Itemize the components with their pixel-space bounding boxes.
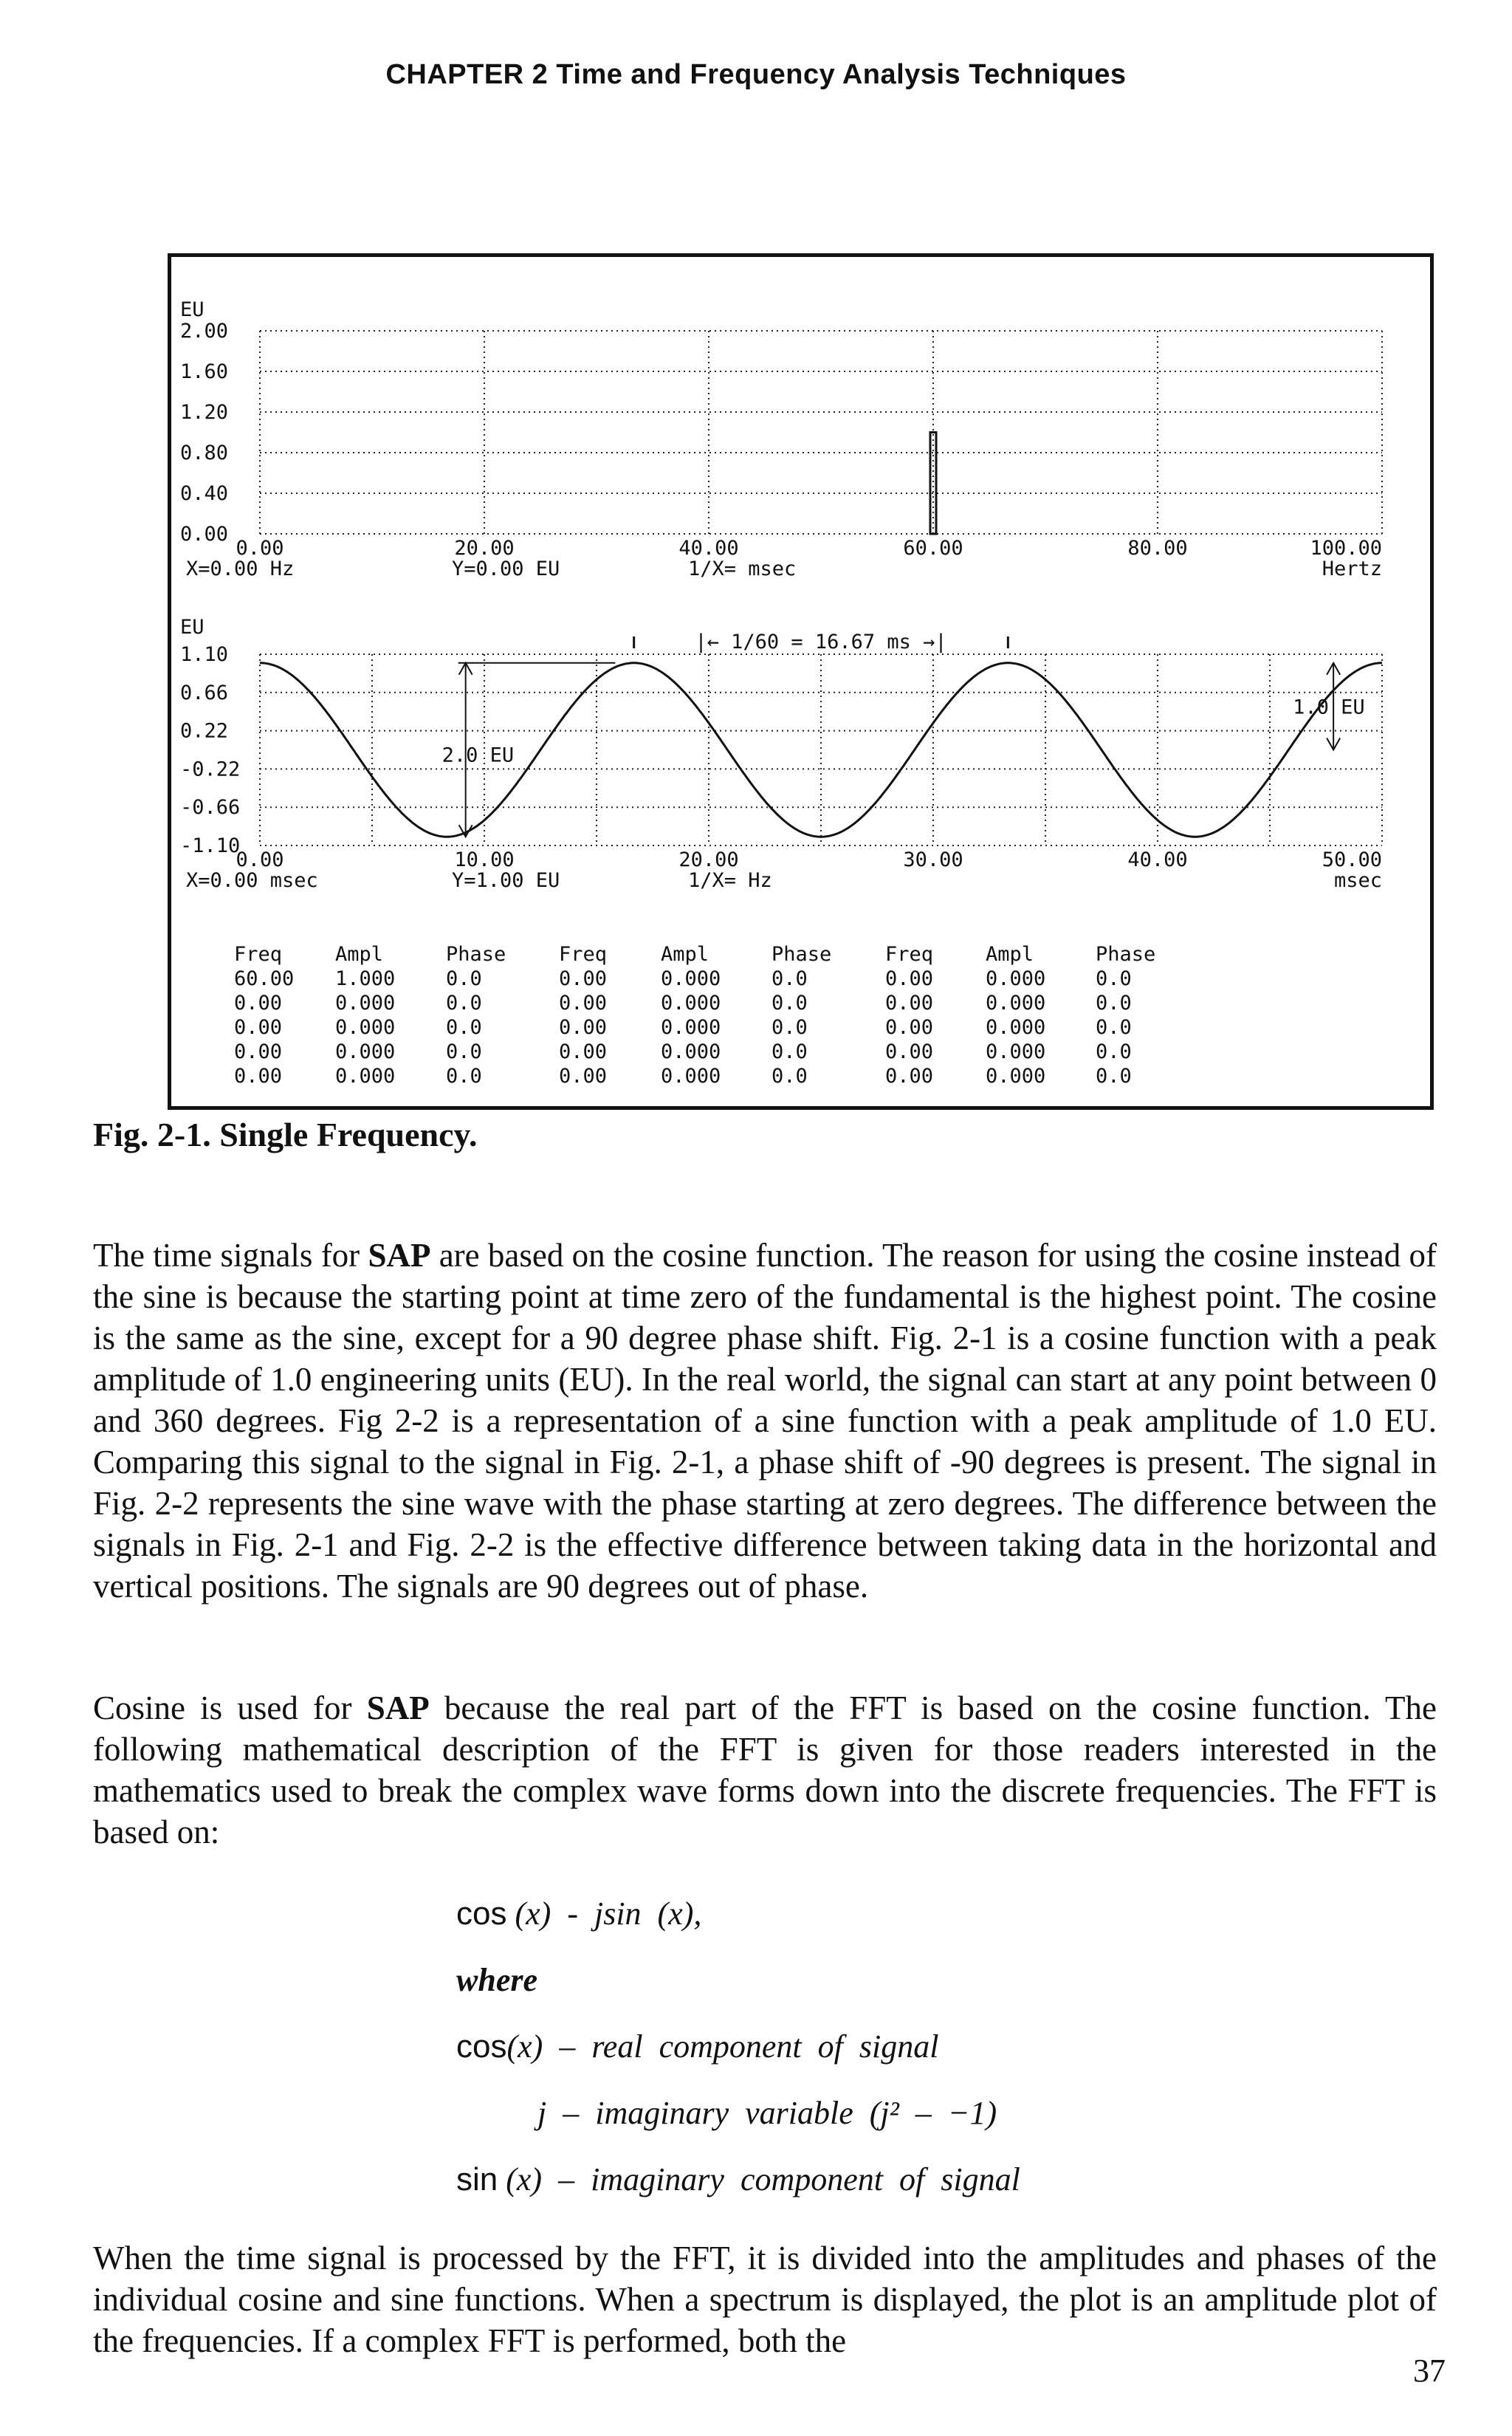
equation-where: where [456, 1962, 537, 1998]
table-header-cell: Phase [446, 943, 506, 966]
x-tick-label: 80.00 [1127, 537, 1188, 560]
table-header-cell: Freq [234, 943, 283, 966]
y-tick-label: -0.22 [180, 758, 241, 781]
table-cell: 0.0 [1096, 992, 1132, 1015]
figure-frame [168, 253, 1434, 1110]
time-plot [180, 616, 1382, 892]
cursor-readout: Y=0.00 EU [452, 557, 560, 580]
x-tick-label: 0.00 [236, 537, 284, 560]
y-tick-label: 1.10 [180, 643, 229, 666]
cursor-readout: 1/X= Hz [688, 869, 772, 892]
x-tick-label: 50.00 [1322, 848, 1382, 871]
table-cell: 0.00 [234, 1065, 283, 1088]
equation-sin-def: sin (x) – imaginary component of signal [456, 2161, 1020, 2197]
x-tick-label: 40.00 [678, 537, 739, 560]
table-cell: 0.00 [559, 967, 608, 990]
table-cell: 0.0 [772, 967, 808, 990]
figure-caption: Fig. 2-1. Single Frequency. [93, 1116, 478, 1153]
cursor-readout: X=0.00 msec [186, 869, 318, 892]
peak-to-peak-label: 2.0 EU [441, 744, 515, 767]
x-axis-label: msec [1333, 869, 1382, 892]
x-tick-label: 20.00 [678, 848, 739, 871]
table-header-cell: Freq [885, 943, 934, 966]
table-cell: 0.0 [772, 992, 808, 1015]
table-cell: 0.00 [559, 1016, 608, 1039]
cursor-readout: 1/X= msec [688, 557, 797, 580]
table-cell: 0.000 [335, 1040, 396, 1063]
table-cell: 0.00 [885, 967, 934, 990]
y-tick-label: 0.40 [180, 482, 229, 505]
table-cell: 0.00 [234, 1016, 283, 1039]
table-cell: 0.00 [234, 992, 283, 1015]
table-cell: 0.0 [446, 1016, 482, 1039]
table-header-cell: Ampl [335, 943, 384, 966]
table-cell: 0.000 [661, 1065, 721, 1088]
table-cell: 0.00 [885, 1040, 934, 1063]
table-cell: 0.0 [772, 1040, 808, 1063]
paragraph-2: Cosine is used for SAP because the real part of the FFT is based on the cosine function. The following mathematical description of the FFT is given for those readers interested in the mathematics used to break the complex wave forms down into the discrete frequencies. The FFT is based on: [93, 1689, 1437, 1850]
table-cell: 0.00 [885, 1065, 934, 1088]
table-cell: 0.000 [335, 1065, 396, 1088]
table-cell: 0.000 [661, 967, 721, 990]
table-cell: 0.000 [335, 992, 396, 1015]
x-tick-label: 20.00 [454, 537, 515, 560]
table-cell: 0.0 [1096, 1040, 1132, 1063]
x-axis-label: Hertz [1322, 557, 1382, 580]
x-tick-label: 100.00 [1310, 537, 1382, 560]
amplitude-label: 1.0 EU [1293, 696, 1365, 719]
table-header-cell: Phase [1096, 943, 1156, 966]
table-cell: 0.000 [986, 992, 1046, 1015]
table-cell: 0.0 [772, 1016, 808, 1039]
table-cell: 0.000 [661, 992, 721, 1015]
table-cell: 0.0 [446, 1065, 482, 1088]
x-tick-label: 30.00 [903, 848, 963, 871]
table-cell: 0.00 [234, 1040, 283, 1063]
figure-svg [171, 257, 1430, 1106]
x-tick-label: 0.00 [236, 848, 284, 871]
y-tick-label: 1.20 [180, 401, 229, 424]
chapter-header: CHAPTER 2 Time and Frequency Analysis Techniques [385, 59, 1127, 90]
table-cell: 0.00 [885, 1016, 934, 1039]
table-cell: 0.000 [335, 1016, 396, 1039]
page-number: 37 [1413, 2353, 1446, 2389]
table-cell: 0.000 [661, 1016, 721, 1039]
spectrum-table [234, 943, 1155, 1088]
table-cell: 0.0 [772, 1065, 808, 1088]
y-axis-label: EU [180, 616, 205, 639]
table-cell: 0.0 [1096, 967, 1132, 990]
table-cell: 0.00 [559, 1065, 608, 1088]
table-header-cell: Phase [772, 943, 832, 966]
table-cell: 0.0 [1096, 1065, 1132, 1088]
table-cell: 1.000 [335, 967, 396, 990]
table-cell: 0.000 [661, 1040, 721, 1063]
table-cell: 0.0 [446, 992, 482, 1015]
table-cell: 0.000 [986, 967, 1046, 990]
table-header-cell: Ampl [986, 943, 1034, 966]
y-tick-label: 0.80 [180, 442, 229, 464]
table-cell: 0.00 [559, 1040, 608, 1063]
paragraph-1: The time signals for SAP are based on the cosine function. The reason for using the cosine instead of the sine is because the starting point at time zero of the fundamental is the highest point. The cosine is the same as the sine, except for a 90 degree phase shift. Fig. 2-1 is a cosine function with a peak amplitude of 1.0 engineering units (EU). In the real world, the signal can start at any point between 0 and 360 degrees. Fig 2-2 is a representation of a sine function with a peak amplitude of 1.0 EU. Comparing this signal to the signal in Fig. 2-1, a phase shift of -90 degrees is present. The signal in Fig. 2-2 represents the sine wave with the phase starting at zero degrees. The difference between the signals in Fig. 2-1 and Fig. 2-2 is the effective difference between taking data in the horizontal and vertical positions. The signals are 90 degrees out of phase. [93, 1237, 1437, 1605]
x-tick-label: 10.00 [454, 848, 515, 871]
y-tick-label: 1.60 [180, 360, 229, 383]
table-cell: 0.000 [986, 1040, 1046, 1063]
table-cell: 0.0 [446, 1040, 482, 1063]
y-tick-label: 0.22 [180, 719, 229, 743]
y-tick-label: -1.10 [180, 834, 241, 857]
equation-cos-def: cos(x) – real component of signal [456, 2028, 939, 2065]
y-tick-label: 2.00 [180, 320, 229, 343]
cursor-readout: Y=1.00 EU [452, 869, 560, 892]
y-axis-label: EU [180, 298, 205, 321]
y-tick-label: -0.66 [180, 796, 241, 820]
cursor-readout: X=0.00 Hz [186, 557, 295, 580]
y-tick-label: 0.66 [180, 681, 229, 704]
x-tick-label: 40.00 [1127, 848, 1188, 871]
period-annotation: |← 1/60 = 16.67 ms →| [695, 631, 947, 653]
table-header-cell: Ampl [661, 943, 709, 966]
table-cell: 0.0 [1096, 1016, 1132, 1039]
table-cell: 0.000 [986, 1016, 1046, 1039]
y-tick-label: 0.00 [180, 523, 229, 546]
spectrum-plot [180, 298, 1382, 580]
x-tick-label: 60.00 [903, 537, 963, 560]
equation-fft: cos (x) - jsin (x), [456, 1895, 702, 1932]
table-cell: 60.00 [234, 967, 295, 990]
table-cell: 0.0 [446, 967, 482, 990]
table-cell: 0.00 [559, 992, 608, 1015]
table-cell: 0.000 [986, 1065, 1046, 1088]
paragraph-3: When the time signal is processed by the FFT, it is divided into the amplitudes and phases of the individual cosine and sine functions. When a spectrum is displayed, the plot is an amplitude plot of the frequencies. If a complex FFT is performed, both the [93, 2240, 1437, 2359]
equation-j-def: j – imaginary variable (j² – −1) [537, 2095, 997, 2131]
spectrum-bar [930, 433, 936, 535]
table-cell: 0.00 [885, 992, 934, 1015]
table-header-cell: Freq [559, 943, 608, 966]
